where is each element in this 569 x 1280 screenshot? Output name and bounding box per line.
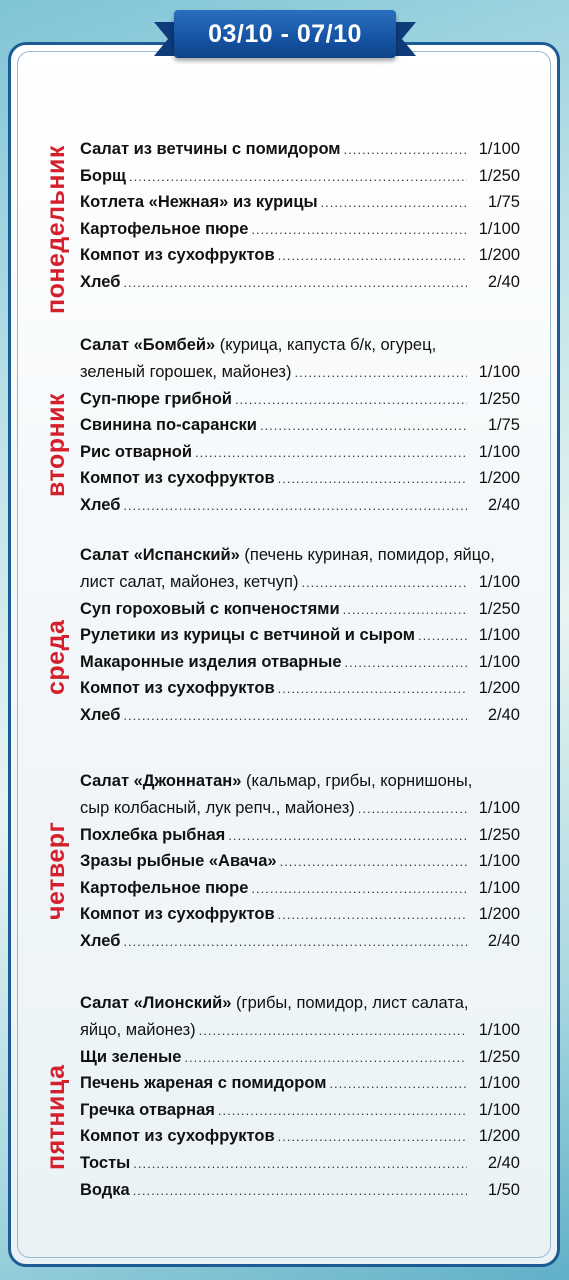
menu-item-lead-cont: сыр колбасный, лук репч., майонез) ..... 1/100	[80, 795, 520, 822]
menu-item-lead: Салат «Испанский» (печень куриная, помидор, яйцо,	[80, 546, 495, 564]
menu-item: Печень жареная с помидором ..... 1/100	[80, 1070, 520, 1097]
day-label-monday: понедельник	[42, 145, 70, 314]
menu-item: Компот из сухофруктов ..... 1/200	[80, 465, 520, 492]
date-ribbon	[150, 0, 420, 80]
day-menu-wednesday	[80, 542, 520, 729]
menu-item: Похлебка рыбная ..... 1/250	[80, 822, 520, 849]
menu-item: Макаронные изделия отварные ..... 1/100	[80, 649, 520, 676]
menu-item: Компот из сухофруктов ..... 1/200	[80, 901, 520, 928]
menu-item: Хлеб ..... 2/40	[80, 928, 520, 955]
date-range: 03/10 - 07/10	[174, 10, 396, 58]
menu-item: Хлеб ..... 2/40	[80, 702, 520, 729]
menu-item: Суп-пюре грибной ..... 1/250	[80, 386, 520, 413]
day-label-wednesday: среда	[42, 619, 70, 695]
menu-item: Свинина по-сарански ..... 1/75	[80, 412, 520, 439]
menu-item: Суп гороховый с копченостями ..... 1/250	[80, 596, 520, 623]
menu-item: Компот из сухофруктов ..... 1/200	[80, 675, 520, 702]
menu-item-lead-cont: яйцо, майонез) ..... 1/100	[80, 1017, 520, 1044]
day-label-tuesday: вторник	[42, 393, 70, 497]
menu-item: Гречка отварная ..... 1/100	[80, 1097, 520, 1124]
day-menu-thursday	[80, 768, 520, 955]
menu-item: Хлеб ..... 2/40	[80, 269, 520, 296]
menu-item: Борщ ..... 1/250	[80, 163, 520, 190]
menu-item: Рулетики из курицы с ветчиной и сыром ..... 1/100	[80, 622, 520, 649]
menu-item: Рис отварной ..... 1/100	[80, 439, 520, 466]
menu-item: Компот из сухофруктов ..... 1/200	[80, 1123, 520, 1150]
menu-item: Тосты ..... 2/40	[80, 1150, 520, 1177]
menu-item: Компот из сухофруктов ..... 1/200	[80, 242, 520, 269]
menu-item: Картофельное пюре ..... 1/100	[80, 216, 520, 243]
day-menu-monday	[80, 136, 520, 296]
day-label-thursday: четверг	[42, 821, 70, 920]
menu-item-lead-cont: лист салат, майонез, кетчуп) ..... 1/100	[80, 569, 520, 596]
menu-item-lead: Салат «Лионский» (грибы, помидор, лист салата,	[80, 994, 469, 1012]
menu-item-lead-cont: зеленый горошек, майонез) ..... 1/100	[80, 359, 520, 386]
menu-item: Котлета «Нежная» из курицы ..... 1/75	[80, 189, 520, 216]
menu-item: Хлеб ..... 2/40	[80, 492, 520, 519]
menu-item-lead: Салат «Джоннатан» (кальмар, грибы, корнишоны,	[80, 772, 473, 790]
menu-item: Салат из ветчины с помидором ..... 1/100	[80, 136, 520, 163]
day-menu-friday	[80, 990, 520, 1203]
day-menu-tuesday	[80, 332, 520, 519]
menu-item: Зразы рыбные «Авача» ..... 1/100	[80, 848, 520, 875]
day-label-friday: пятница	[42, 1064, 70, 1170]
menu-item: Щи зеленые ..... 1/250	[80, 1044, 520, 1071]
menu-item-lead: Салат «Бомбей» (курица, капуста б/к, огурец,	[80, 336, 437, 354]
menu-item: Водка ..... 1/50	[80, 1177, 520, 1204]
menu-item: Картофельное пюре ..... 1/100	[80, 875, 520, 902]
